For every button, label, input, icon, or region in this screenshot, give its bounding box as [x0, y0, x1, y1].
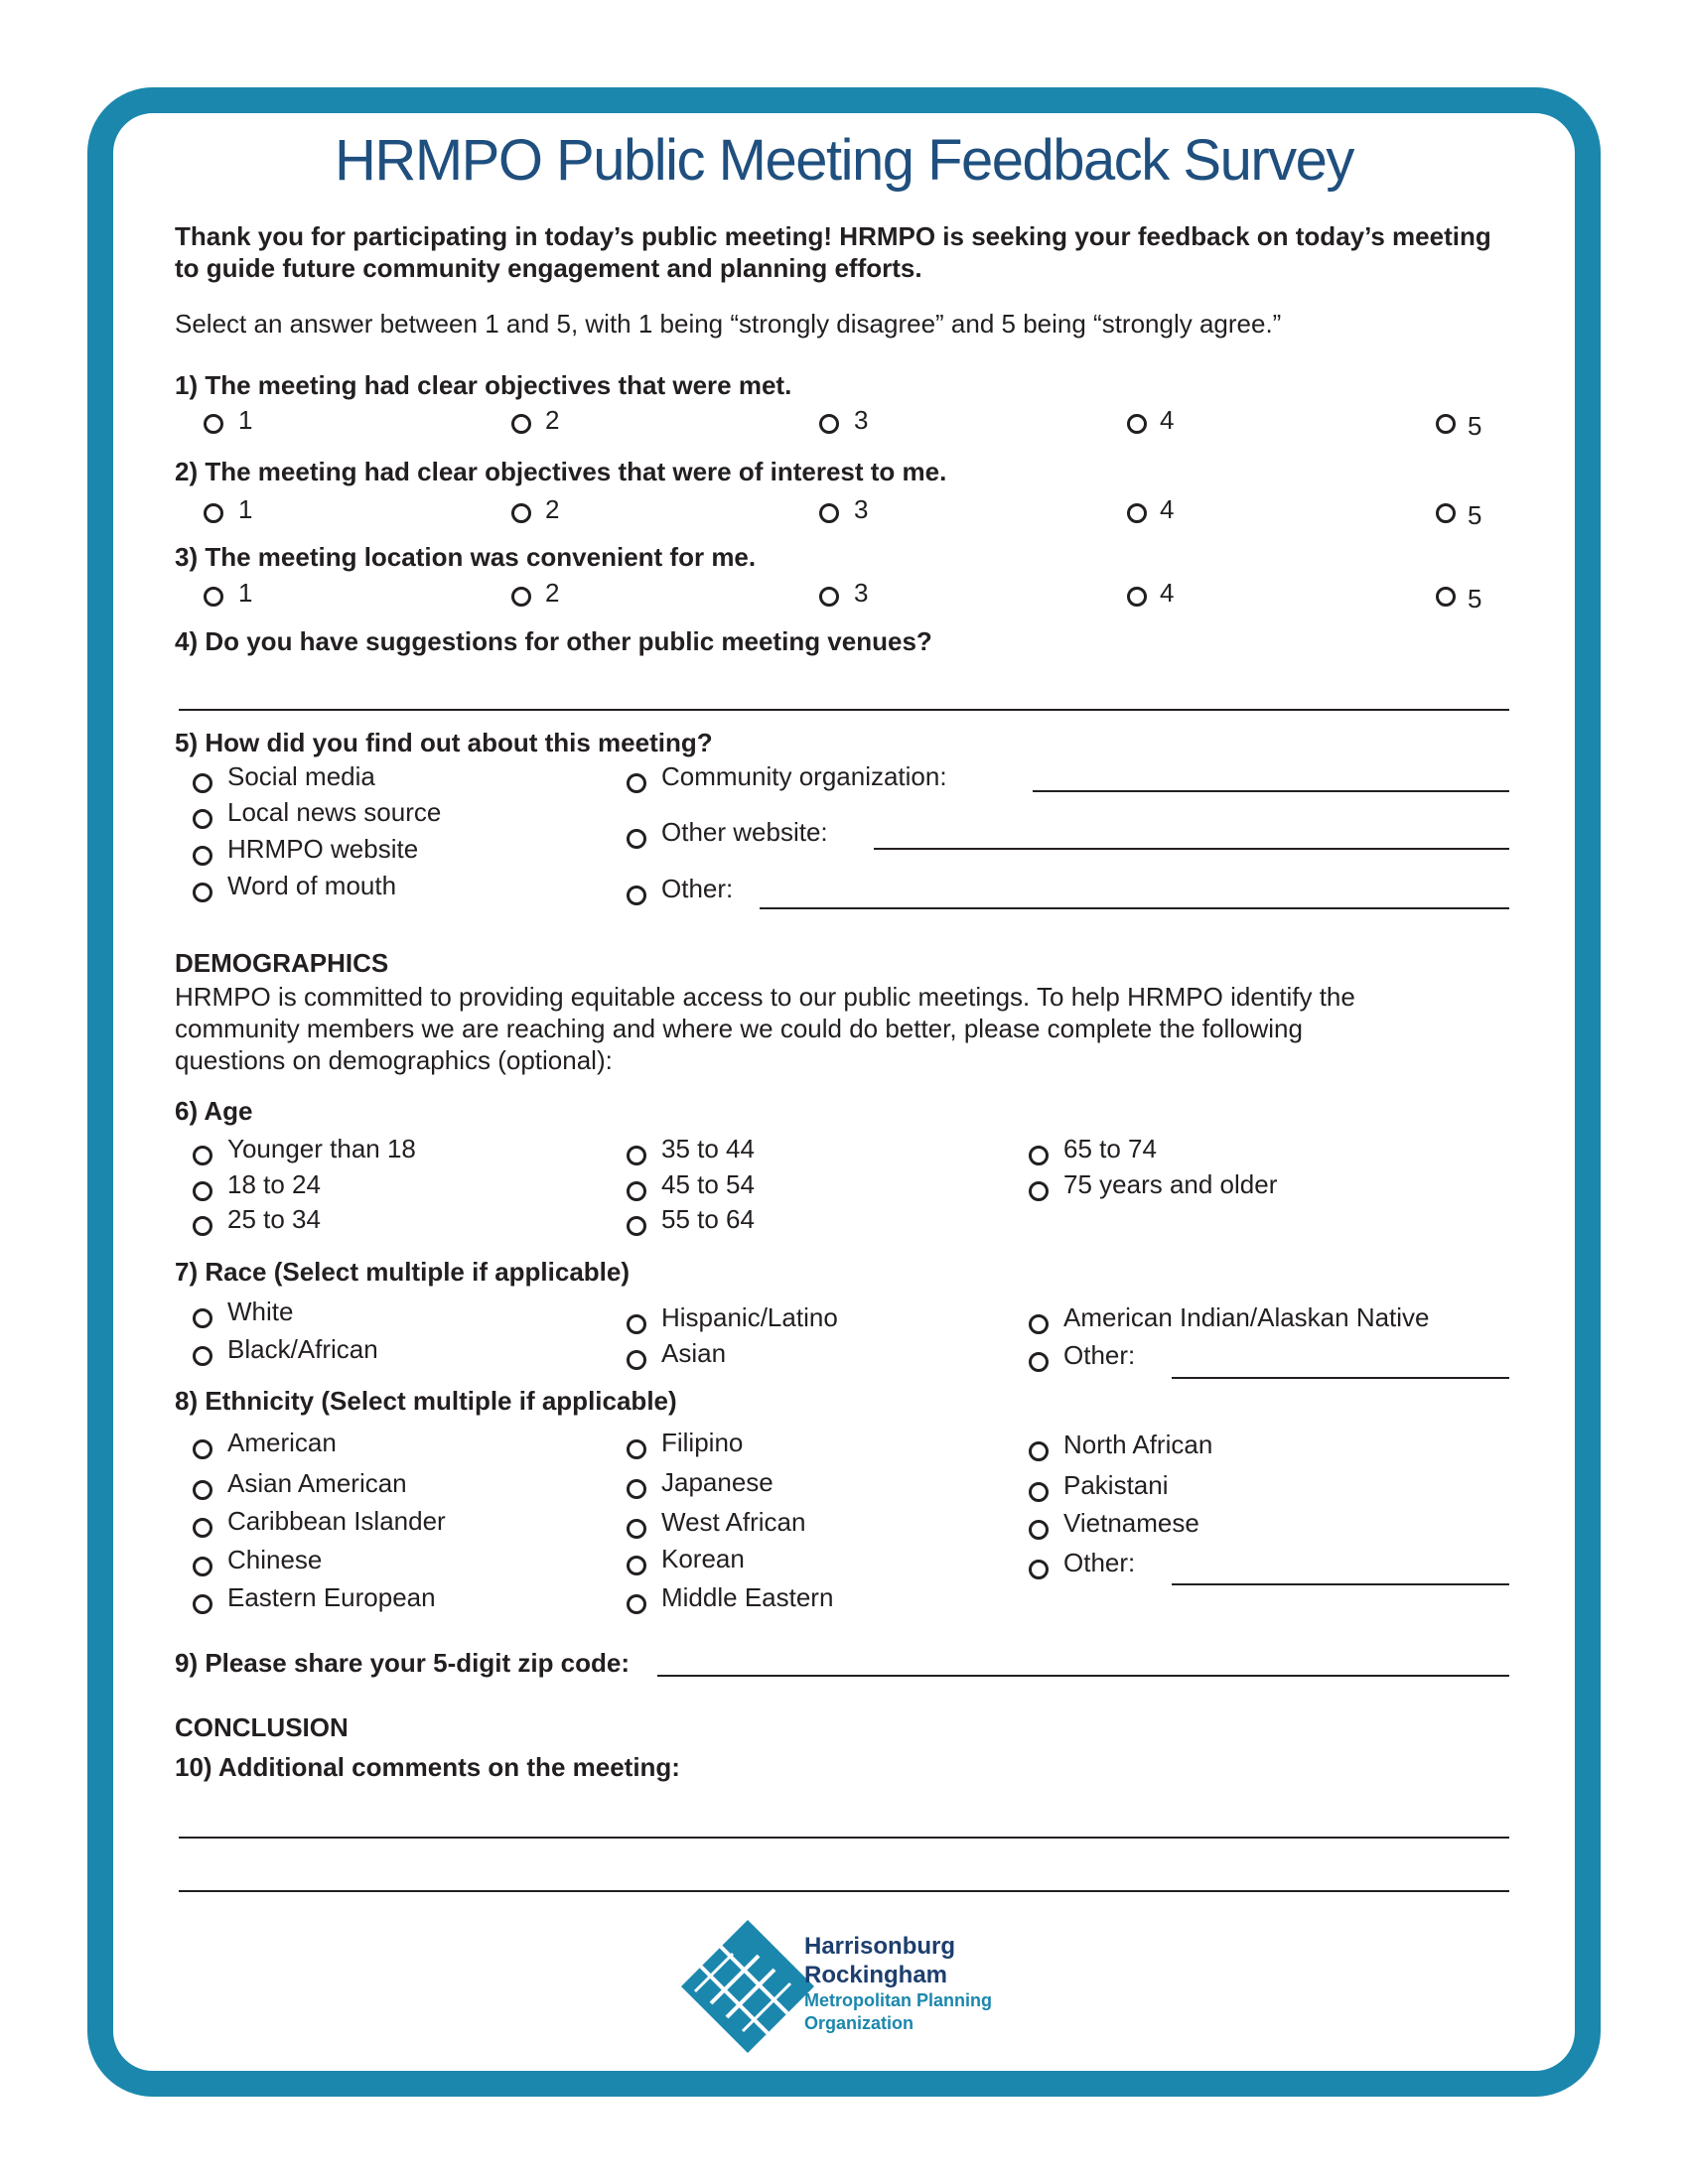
page-title: HRMPO Public Meeting Feedback Survey: [335, 128, 1353, 193]
ethnicity-radio-korean[interactable]: [627, 1556, 646, 1575]
race-option-hispanic: Hispanic/Latino: [661, 1302, 838, 1332]
q5-radio-hrmpo-website[interactable]: [193, 846, 212, 866]
logo-line-4: Organization: [804, 2013, 914, 2033]
ethnicity-radio-eastern-european[interactable]: [193, 1594, 212, 1614]
ethnicity-option-vietnamese: Vietnamese: [1063, 1508, 1199, 1538]
ethnicity-radio-other[interactable]: [1029, 1560, 1049, 1579]
q2-option-1-label: 1: [238, 494, 253, 524]
ethnicity-option-caribbean: Caribbean Islander: [227, 1506, 446, 1536]
age-radio-35-44[interactable]: [627, 1146, 646, 1165]
q5-option-social-media: Social media: [227, 761, 375, 791]
logo-line-1: Harrisonburg: [804, 1933, 956, 1960]
comments-answer-line-1[interactable]: [179, 1837, 1509, 1839]
q5-radio-community-org[interactable]: [627, 773, 646, 793]
q5-option-community-org: Community organization:: [661, 761, 947, 791]
hrmpo-logo-mark-icon: [681, 1920, 814, 2053]
demographics-text-line-3: questions on demographics (optional):: [175, 1045, 613, 1075]
ethnicity-radio-japanese[interactable]: [627, 1479, 646, 1499]
intro-line-1: Thank you for participating in today’s public meeting! HRMPO is seeking your feedback on today’s meeting: [175, 221, 1491, 251]
q3-radio-1[interactable]: [204, 587, 223, 607]
ethnicity-option-middle-eastern: Middle Eastern: [661, 1582, 834, 1612]
age-option-65-74: 65 to 74: [1063, 1134, 1157, 1163]
question-6-label: 6) Age: [175, 1096, 253, 1126]
q2-radio-3[interactable]: [819, 503, 839, 523]
demographics-text-line-1: HRMPO is committed to providing equitable access to our public meetings. To help HRMPO identify the: [175, 982, 1355, 1012]
q2-radio-5[interactable]: [1436, 503, 1456, 523]
q5-option-other: Other:: [661, 874, 734, 903]
q3-radio-3[interactable]: [819, 587, 839, 607]
zip-code-answer-line[interactable]: [657, 1675, 1509, 1677]
q5-option-local-news: Local news source: [227, 797, 442, 827]
age-radio-under-18[interactable]: [193, 1146, 212, 1165]
q3-option-3-label: 3: [854, 578, 869, 608]
ethnicity-option-asian-american: Asian American: [227, 1468, 407, 1498]
ethnicity-radio-caribbean[interactable]: [193, 1518, 212, 1538]
race-radio-white[interactable]: [193, 1308, 212, 1328]
q1-option-5-label: 5: [1468, 411, 1482, 441]
q1-option-1-label: 1: [238, 405, 253, 435]
race-radio-asian[interactable]: [627, 1350, 646, 1370]
logo-line-2: Rockingham: [804, 1962, 948, 1988]
q5-option-word-of-mouth: Word of mouth: [227, 871, 397, 900]
race-option-asian: Asian: [661, 1338, 727, 1368]
conclusion-heading: CONCLUSION: [175, 1712, 349, 1742]
race-other-answer-line[interactable]: [1172, 1377, 1509, 1379]
race-option-american-indian: American Indian/Alaskan Native: [1063, 1302, 1430, 1332]
ethnicity-radio-middle-eastern[interactable]: [627, 1594, 646, 1614]
age-radio-25-34[interactable]: [193, 1216, 212, 1236]
q3-option-1-label: 1: [238, 578, 253, 608]
other-website-answer-line[interactable]: [874, 848, 1509, 850]
ethnicity-option-eastern-european: Eastern European: [227, 1582, 436, 1612]
ethnicity-radio-vietnamese[interactable]: [1029, 1520, 1049, 1540]
ethnicity-radio-north-african[interactable]: [1029, 1441, 1049, 1461]
question-3-label: 3) The meeting location was convenient for me.: [175, 542, 757, 572]
q5-option-other-website: Other website:: [661, 817, 828, 847]
age-option-45-54: 45 to 54: [661, 1169, 755, 1199]
q1-radio-4[interactable]: [1127, 414, 1147, 434]
ethnicity-option-north-african: North African: [1063, 1430, 1213, 1459]
ethnicity-radio-west-african[interactable]: [627, 1519, 646, 1539]
q5-radio-other[interactable]: [627, 886, 646, 905]
q3-radio-2[interactable]: [511, 587, 531, 607]
q3-option-4-label: 4: [1160, 578, 1175, 608]
q3-radio-5[interactable]: [1436, 587, 1456, 607]
question-7-label: 7) Race (Select multiple if applicable): [175, 1257, 631, 1287]
instruction-text: Select an answer between 1 and 5, with 1 being “strongly disagree” and 5 being “strongly agree.”: [175, 309, 1282, 339]
age-option-18-24: 18 to 24: [227, 1169, 321, 1199]
q1-radio-3[interactable]: [819, 414, 839, 434]
q1-option-2-label: 2: [545, 405, 560, 435]
ethnicity-option-american: American: [227, 1428, 337, 1457]
q2-option-3-label: 3: [854, 494, 869, 524]
ethnicity-option-west-african: West African: [661, 1507, 806, 1537]
question-2-label: 2) The meeting had clear objectives that were of interest to me.: [175, 457, 947, 486]
question-8-label: 8) Ethnicity (Select multiple if applicable): [175, 1386, 677, 1416]
question-1-label: 1) The meeting had clear objectives that were met.: [175, 370, 792, 400]
age-option-25-34: 25 to 34: [227, 1204, 321, 1234]
q1-option-4-label: 4: [1160, 405, 1175, 435]
age-radio-18-24[interactable]: [193, 1181, 212, 1201]
ethnicity-other-answer-line[interactable]: [1172, 1583, 1509, 1585]
q1-radio-1[interactable]: [204, 414, 223, 434]
race-radio-hispanic[interactable]: [627, 1314, 646, 1334]
race-option-black: Black/African: [227, 1334, 378, 1364]
ethnicity-option-pakistani: Pakistani: [1063, 1470, 1169, 1500]
ethnicity-option-korean: Korean: [661, 1544, 745, 1573]
age-option-75-plus: 75 years and older: [1063, 1169, 1278, 1199]
q5-option-hrmpo-website: HRMPO website: [227, 834, 419, 864]
q3-radio-4[interactable]: [1127, 587, 1147, 607]
q2-option-4-label: 4: [1160, 494, 1175, 524]
q5-radio-other-website[interactable]: [627, 829, 646, 849]
race-radio-black[interactable]: [193, 1346, 212, 1366]
q1-option-3-label: 3: [854, 405, 869, 435]
race-option-other: Other:: [1063, 1340, 1136, 1370]
demographics-heading: DEMOGRAPHICS: [175, 948, 389, 978]
q5-radio-word-of-mouth[interactable]: [193, 883, 212, 902]
q5-other-answer-line[interactable]: [760, 907, 1509, 909]
question-4-label: 4) Do you have suggestions for other public meeting venues?: [175, 626, 932, 656]
ethnicity-option-other: Other:: [1063, 1548, 1136, 1577]
intro-line-2: to guide future community engagement and planning efforts.: [175, 253, 922, 283]
comments-answer-line-2[interactable]: [179, 1890, 1509, 1892]
question-10-label: 10) Additional comments on the meeting:: [175, 1752, 680, 1782]
q5-radio-local-news[interactable]: [193, 809, 212, 829]
age-option-35-44: 35 to 44: [661, 1134, 755, 1163]
ethnicity-option-filipino: Filipino: [661, 1428, 744, 1457]
logo-line-3: Metropolitan Planning: [804, 1990, 992, 2010]
q2-radio-4[interactable]: [1127, 503, 1147, 523]
question-9-label: 9) Please share your 5-digit zip code:: [175, 1648, 631, 1678]
ethnicity-radio-filipino[interactable]: [627, 1439, 646, 1459]
age-option-under-18: Younger than 18: [227, 1134, 416, 1163]
age-option-55-64: 55 to 64: [661, 1204, 755, 1234]
q2-option-5-label: 5: [1468, 500, 1482, 530]
q3-option-5-label: 5: [1468, 584, 1482, 614]
race-radio-american-indian[interactable]: [1029, 1314, 1049, 1334]
q2-radio-1[interactable]: [204, 503, 223, 523]
q1-radio-5[interactable]: [1436, 414, 1456, 434]
age-radio-75-plus[interactable]: [1029, 1181, 1049, 1201]
q1-radio-2[interactable]: [511, 414, 531, 434]
ethnicity-option-japanese: Japanese: [661, 1467, 774, 1497]
demographics-text-line-2: community members we are reaching and where we could do better, please complete the following: [175, 1014, 1303, 1043]
race-radio-other[interactable]: [1029, 1352, 1049, 1372]
ethnicity-radio-pakistani[interactable]: [1029, 1482, 1049, 1502]
question-5-label: 5) How did you find out about this meeting?: [175, 728, 713, 757]
ethnicity-option-chinese: Chinese: [227, 1545, 323, 1574]
q2-option-2-label: 2: [545, 494, 560, 524]
q5-radio-social-media[interactable]: [193, 773, 212, 793]
race-option-white: White: [227, 1297, 294, 1326]
ethnicity-radio-asian-american[interactable]: [193, 1480, 212, 1500]
venue-suggestion-answer-line[interactable]: [179, 709, 1509, 711]
age-radio-45-54[interactable]: [627, 1181, 646, 1201]
community-org-answer-line[interactable]: [1033, 790, 1509, 792]
ethnicity-radio-chinese[interactable]: [193, 1557, 212, 1576]
age-radio-65-74[interactable]: [1029, 1146, 1049, 1165]
q2-radio-2[interactable]: [511, 503, 531, 523]
ethnicity-radio-american[interactable]: [193, 1439, 212, 1459]
hrmpo-logo-text: [804, 1932, 992, 2035]
q3-option-2-label: 2: [545, 578, 560, 608]
age-radio-55-64[interactable]: [627, 1216, 646, 1236]
